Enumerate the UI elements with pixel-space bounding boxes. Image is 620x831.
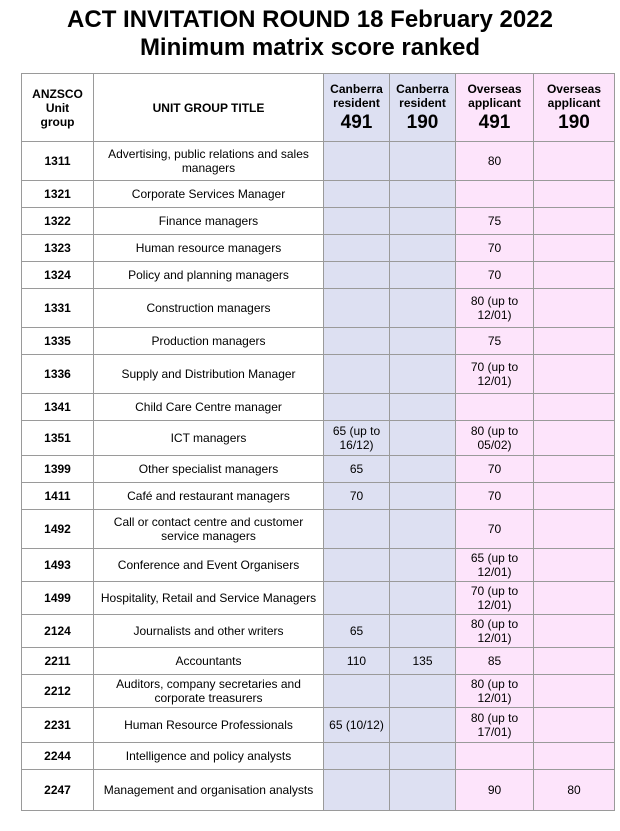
cell-canberra-491 bbox=[324, 208, 390, 235]
cell-canberra-491: 65 bbox=[324, 456, 390, 483]
cell-anzsco-code: 1399 bbox=[22, 456, 94, 483]
cell-overseas-491: 80 (up to 12/01) bbox=[456, 615, 534, 648]
cell-unit-group-title: Production managers bbox=[94, 328, 324, 355]
cell-anzsco-code: 1331 bbox=[22, 289, 94, 328]
table-row bbox=[22, 648, 615, 675]
cell-overseas-491: 80 (up to 17/01) bbox=[456, 708, 534, 743]
header-overseas-190-number: 190 bbox=[558, 111, 590, 133]
cell-canberra-491 bbox=[324, 394, 390, 421]
cell-overseas-491: 65 (up to 12/01) bbox=[456, 549, 534, 582]
cell-anzsco-code: 1321 bbox=[22, 181, 94, 208]
cell-canberra-491: 65 bbox=[324, 615, 390, 648]
cell-unit-group-title: Hospitality, Retail and Service Managers bbox=[94, 582, 324, 615]
cell-overseas-190 bbox=[534, 142, 615, 181]
cell-anzsco-code: 1324 bbox=[22, 262, 94, 289]
cell-anzsco-code: 1335 bbox=[22, 328, 94, 355]
header-overseas-491-label2: applicant bbox=[468, 95, 521, 110]
cell-overseas-190 bbox=[534, 648, 615, 675]
cell-canberra-491: 70 bbox=[324, 483, 390, 510]
cell-canberra-190 bbox=[390, 421, 456, 456]
cell-canberra-491 bbox=[324, 582, 390, 615]
cell-canberra-491 bbox=[324, 549, 390, 582]
cell-canberra-491 bbox=[324, 743, 390, 770]
cell-overseas-491: 70 bbox=[456, 483, 534, 510]
cell-canberra-491: 110 bbox=[324, 648, 390, 675]
cell-canberra-491 bbox=[324, 289, 390, 328]
cell-unit-group-title: Conference and Event Organisers bbox=[94, 549, 324, 582]
header-overseas-190-label1: Overseas bbox=[546, 81, 602, 96]
cell-unit-group-title: Accountants bbox=[94, 648, 324, 675]
cell-unit-group-title: Finance managers bbox=[94, 208, 324, 235]
cell-unit-group-title: Café and restaurant managers bbox=[94, 483, 324, 510]
cell-canberra-190 bbox=[390, 675, 456, 708]
cell-canberra-491: 65 (up to 16/12) bbox=[324, 421, 390, 456]
cell-overseas-190 bbox=[534, 235, 615, 262]
cell-canberra-491 bbox=[324, 328, 390, 355]
cell-unit-group-title: Corporate Services Manager bbox=[94, 181, 324, 208]
cell-anzsco-code: 1311 bbox=[22, 142, 94, 181]
table-row bbox=[22, 708, 615, 743]
cell-overseas-491: 70 bbox=[456, 262, 534, 289]
cell-canberra-190 bbox=[390, 615, 456, 648]
table-row bbox=[22, 208, 615, 235]
title-line-2: Minimum matrix score ranked bbox=[139, 34, 481, 61]
cell-canberra-190 bbox=[390, 483, 456, 510]
cell-canberra-491 bbox=[324, 181, 390, 208]
cell-canberra-190 bbox=[390, 262, 456, 289]
header-canberra-491-label2: resident bbox=[333, 95, 380, 110]
header-canberra-190 bbox=[390, 74, 456, 142]
cell-overseas-491: 75 bbox=[456, 208, 534, 235]
cell-canberra-491 bbox=[324, 235, 390, 262]
table-row bbox=[22, 743, 615, 770]
cell-overseas-491: 70 (up to 12/01) bbox=[456, 582, 534, 615]
header-canberra-491 bbox=[324, 74, 390, 142]
header-overseas-491 bbox=[456, 74, 534, 142]
header-overseas-491-number: 491 bbox=[478, 111, 511, 133]
cell-overseas-491 bbox=[456, 394, 534, 421]
cell-anzsco-code: 2211 bbox=[22, 648, 94, 675]
cell-overseas-491: 80 (up to 12/01) bbox=[456, 675, 534, 708]
cell-overseas-491: 85 bbox=[456, 648, 534, 675]
header-overseas-190 bbox=[534, 74, 615, 142]
table-row bbox=[22, 615, 615, 648]
cell-unit-group-title: Advertising, public relations and sales managers bbox=[94, 142, 324, 181]
cell-overseas-491: 80 (up to 05/02) bbox=[456, 421, 534, 456]
table-row bbox=[22, 142, 615, 181]
header-canberra-190-label2: resident bbox=[399, 95, 446, 110]
cell-unit-group-title: Management and organisation analysts bbox=[94, 770, 324, 811]
cell-anzsco-code: 1336 bbox=[22, 355, 94, 394]
cell-overseas-190 bbox=[534, 549, 615, 582]
cell-canberra-190 bbox=[390, 328, 456, 355]
cell-anzsco-code: 2212 bbox=[22, 675, 94, 708]
table-row bbox=[22, 235, 615, 262]
table-row bbox=[22, 510, 615, 549]
header-canberra-190-number: 190 bbox=[406, 111, 439, 133]
cell-overseas-491 bbox=[456, 743, 534, 770]
cell-anzsco-code: 1493 bbox=[22, 549, 94, 582]
cell-canberra-190 bbox=[390, 456, 456, 483]
cell-canberra-491 bbox=[324, 675, 390, 708]
cell-overseas-190 bbox=[534, 743, 615, 770]
cell-unit-group-title: Other specialist managers bbox=[94, 456, 324, 483]
cell-anzsco-code: 1499 bbox=[22, 582, 94, 615]
cell-canberra-190 bbox=[390, 142, 456, 181]
cell-canberra-190 bbox=[390, 549, 456, 582]
cell-unit-group-title: Child Care Centre manager bbox=[94, 394, 324, 421]
cell-anzsco-code: 2247 bbox=[22, 770, 94, 811]
header-canberra-491-number: 491 bbox=[340, 111, 373, 133]
table-row bbox=[22, 181, 615, 208]
table-row bbox=[22, 262, 615, 289]
cell-overseas-190 bbox=[534, 355, 615, 394]
cell-overseas-491: 80 bbox=[456, 142, 534, 181]
table-row bbox=[22, 456, 615, 483]
header-canberra-190-label1: Canberra bbox=[396, 81, 449, 96]
cell-unit-group-title: Human resource managers bbox=[94, 235, 324, 262]
cell-unit-group-title: Call or contact centre and customer service managers bbox=[94, 510, 324, 549]
invitation-table bbox=[21, 73, 615, 811]
cell-overseas-190 bbox=[534, 582, 615, 615]
header-anzsco bbox=[22, 74, 94, 142]
header-anzsco-line3: group bbox=[40, 114, 75, 129]
cell-overseas-190 bbox=[534, 262, 615, 289]
cell-canberra-190 bbox=[390, 208, 456, 235]
cell-unit-group-title: Intelligence and policy analysts bbox=[94, 743, 324, 770]
cell-unit-group-title: ICT managers bbox=[94, 421, 324, 456]
table-row bbox=[22, 770, 615, 811]
cell-anzsco-code: 1492 bbox=[22, 510, 94, 549]
cell-overseas-190 bbox=[534, 181, 615, 208]
cell-canberra-190 bbox=[390, 510, 456, 549]
header-overseas-491-label1: Overseas bbox=[467, 81, 522, 96]
cell-canberra-190 bbox=[390, 289, 456, 328]
cell-overseas-190 bbox=[534, 328, 615, 355]
table-row bbox=[22, 355, 615, 394]
cell-canberra-491 bbox=[324, 355, 390, 394]
cell-canberra-491 bbox=[324, 262, 390, 289]
header-overseas-190-label2: applicant bbox=[547, 95, 601, 110]
cell-anzsco-code: 1341 bbox=[22, 394, 94, 421]
table-row bbox=[22, 394, 615, 421]
cell-canberra-190 bbox=[390, 235, 456, 262]
cell-canberra-190 bbox=[390, 743, 456, 770]
cell-canberra-491 bbox=[324, 510, 390, 549]
cell-overseas-190 bbox=[534, 289, 615, 328]
table-row bbox=[22, 483, 615, 510]
cell-overseas-190 bbox=[534, 421, 615, 456]
cell-unit-group-title: Policy and planning managers bbox=[94, 262, 324, 289]
cell-overseas-491: 70 bbox=[456, 456, 534, 483]
cell-canberra-491 bbox=[324, 770, 390, 811]
table-row bbox=[22, 675, 615, 708]
table-row bbox=[22, 549, 615, 582]
header-anzsco-line2: Unit bbox=[45, 100, 70, 115]
cell-unit-group-title: Auditors, company secretaries and corporate treasurers bbox=[94, 675, 324, 708]
cell-unit-group-title: Human Resource Professionals bbox=[94, 708, 324, 743]
cell-overseas-491 bbox=[456, 181, 534, 208]
title-line-1: ACT INVITATION ROUND 18 February 2022 bbox=[67, 6, 553, 33]
cell-overseas-190 bbox=[534, 675, 615, 708]
cell-anzsco-code: 1323 bbox=[22, 235, 94, 262]
header-unit-group-title: UNIT GROUP TITLE bbox=[94, 74, 324, 142]
cell-canberra-190: 135 bbox=[390, 648, 456, 675]
cell-unit-group-title: Construction managers bbox=[94, 289, 324, 328]
table-row bbox=[22, 582, 615, 615]
cell-canberra-190 bbox=[390, 394, 456, 421]
cell-overseas-190 bbox=[534, 456, 615, 483]
cell-overseas-491: 70 bbox=[456, 510, 534, 549]
cell-anzsco-code: 1411 bbox=[22, 483, 94, 510]
cell-overseas-491: 75 bbox=[456, 328, 534, 355]
cell-unit-group-title: Supply and Distribution Manager bbox=[94, 355, 324, 394]
cell-anzsco-code: 1351 bbox=[22, 421, 94, 456]
table-row bbox=[22, 289, 615, 328]
cell-canberra-190 bbox=[390, 355, 456, 394]
cell-overseas-491: 70 bbox=[456, 235, 534, 262]
cell-canberra-190 bbox=[390, 181, 456, 208]
header-canberra-491-label1: Canberra bbox=[330, 81, 383, 96]
cell-canberra-190 bbox=[390, 582, 456, 615]
cell-overseas-190 bbox=[534, 510, 615, 549]
cell-canberra-190 bbox=[390, 770, 456, 811]
cell-canberra-491: 65 (10/12) bbox=[324, 708, 390, 743]
table-row bbox=[22, 421, 615, 456]
table-body bbox=[22, 142, 615, 811]
header-anzsco-line1: ANZSCO bbox=[32, 86, 83, 101]
table-row bbox=[22, 328, 615, 355]
cell-overseas-190 bbox=[534, 394, 615, 421]
cell-overseas-491: 90 bbox=[456, 770, 534, 811]
cell-anzsco-code: 2231 bbox=[22, 708, 94, 743]
cell-overseas-190 bbox=[534, 208, 615, 235]
cell-anzsco-code: 1322 bbox=[22, 208, 94, 235]
cell-overseas-190 bbox=[534, 615, 615, 648]
cell-canberra-190 bbox=[390, 708, 456, 743]
cell-overseas-190 bbox=[534, 483, 615, 510]
header-row bbox=[22, 74, 615, 142]
document-title bbox=[0, 6, 620, 62]
cell-overseas-190: 80 bbox=[534, 770, 615, 811]
cell-anzsco-code: 2124 bbox=[22, 615, 94, 648]
cell-unit-group-title: Journalists and other writers bbox=[94, 615, 324, 648]
cell-anzsco-code: 2244 bbox=[22, 743, 94, 770]
cell-overseas-491: 70 (up to 12/01) bbox=[456, 355, 534, 394]
cell-overseas-491: 80 (up to 12/01) bbox=[456, 289, 534, 328]
cell-overseas-190 bbox=[534, 708, 615, 743]
cell-canberra-491 bbox=[324, 142, 390, 181]
